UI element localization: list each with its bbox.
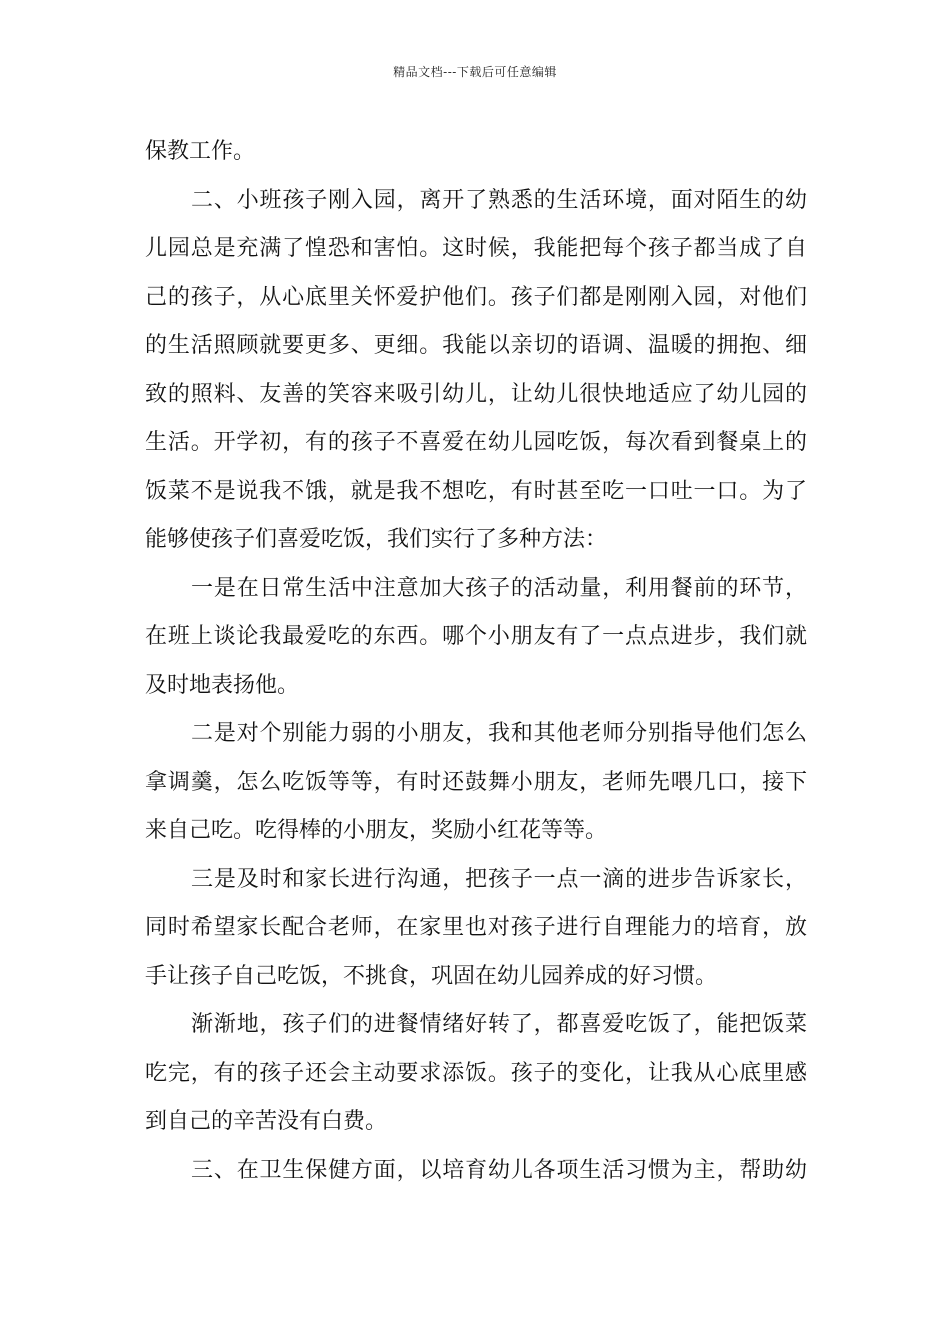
text-line: 及时地表扬他。 (145, 672, 300, 698)
text-line: 二是对个别能力弱的小朋友，我和其他老师分别指导他们怎么 (191, 721, 807, 746)
text-line: 能够使孩子们喜爱吃饭，我们实行了多种方法： (145, 527, 608, 552)
text-line: 二、小班孩子刚入园，离开了熟悉的生活环境，面对陌生的幼 (191, 187, 807, 213)
text-line: 致的照料、友善的笑容来吸引幼儿，让幼儿很快地适应了幼儿园的 (145, 381, 807, 407)
text-line: 拿调羹，怎么吃饭等等，有时还鼓舞小朋友，老师先喂几口，接下 (145, 769, 807, 795)
text-line: 渐渐地，孩子们的进餐情绪好转了，都喜爱吃饭了，能把饭菜 (191, 1012, 807, 1037)
text-line: 在班上谈论我最爱吃的东西。哪个小朋友有了一点点进步，我们就 (145, 624, 807, 649)
text-line: 手让孩子自己吃饭，不挑食，巩固在幼儿园养成的好习惯。 (145, 963, 718, 989)
text-line: 己的孩子，从心底里关怀爱护他们。孩子们都是刚刚入园，对他们 (145, 284, 807, 310)
text-line: 三是及时和家长进行沟通，把孩子一点一滴的进步告诉家长， (191, 866, 807, 892)
text-line: 三、在卫生保健方面，以培育幼儿各项生活习惯为主，帮助幼 (191, 1157, 807, 1183)
text-line: 一是在日常生活中注意加大孩子的活动量，利用餐前的环节， (191, 575, 807, 601)
text-line: 来自己吃。吃得棒的小朋友，奖励小红花等等。 (145, 818, 608, 843)
document-body (145, 128, 807, 1195)
text-line: 吃完，有的孩子还会主动要求添饭。孩子的变化，让我从心底里感 (145, 1060, 807, 1086)
text-line: 生活。开学初，有的孩子不喜爱在幼儿园吃饭，每次看到餐桌上的 (145, 430, 807, 455)
text-line: 到自己的辛苦没有白费。 (145, 1109, 388, 1134)
text-line: 儿园总是充满了惶恐和害怕。这时候，我能把每个孩子都当成了自 (145, 236, 807, 261)
text-line: 保教工作。 (145, 139, 256, 164)
text-line: 的生活照顾就要更多、更细。我能以亲切的语调、温暖的拥抱、细 (145, 333, 807, 358)
text-line: 饭菜不是说我不饿，就是我不想吃，有时甚至吃一口吐一口。为了 (145, 478, 807, 504)
page-header: 精品文档---下载后可任意编辑 (393, 65, 557, 79)
text-line: 同时希望家长配合老师，在家里也对孩子进行自理能力的培育，放 (145, 915, 807, 940)
